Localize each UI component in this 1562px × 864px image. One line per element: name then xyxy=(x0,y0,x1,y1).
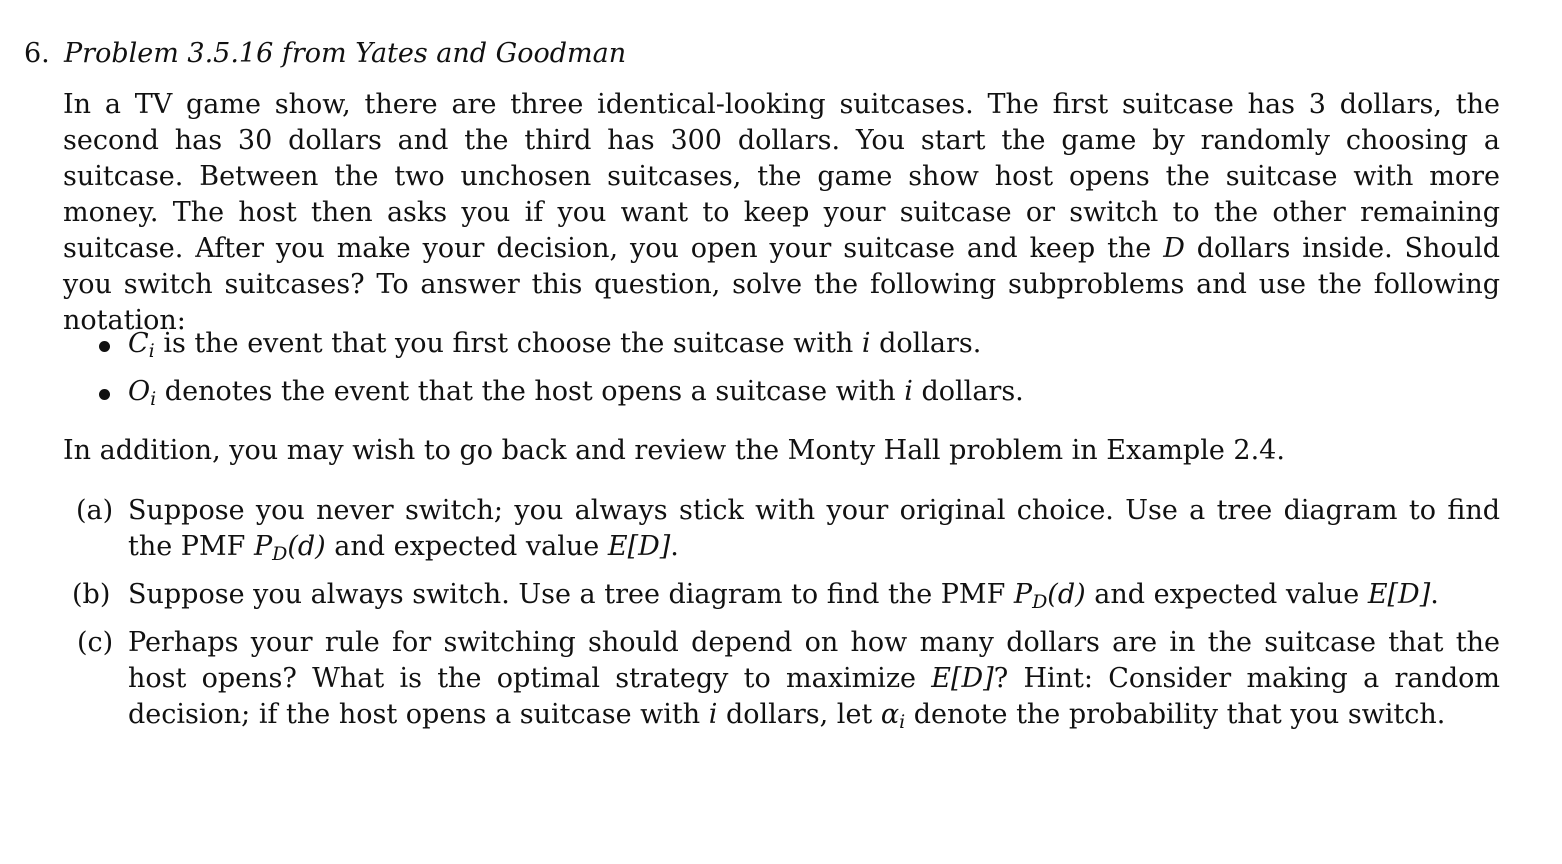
bullet-text: denotes the event that the host opens a suitcase with xyxy=(156,376,905,407)
subproblem-text xyxy=(128,493,1500,565)
var-d: D xyxy=(1163,233,1185,264)
bullet-text-end: dollars. xyxy=(912,376,1024,407)
expected-value: E[D] xyxy=(931,663,994,694)
var-i: i xyxy=(861,328,871,359)
pmf-subscript: D xyxy=(272,543,288,565)
symbol-c: C xyxy=(128,328,149,359)
subproblem-c-text-mid: ? Hint: Consider making a random decision; if the host opens a suitcase with xyxy=(128,663,1500,730)
alpha-symbol: α xyxy=(880,699,900,730)
bullet-icon xyxy=(99,341,110,352)
alpha-subscript: i xyxy=(899,711,906,733)
addition-paragraph: In addition, you may wish to go back and review the Monty Hall problem in Example 2.4. xyxy=(63,435,1285,466)
symbol-o-subscript: i xyxy=(150,388,157,410)
pmf-argument: (d) xyxy=(287,531,326,562)
subproblem-b-text-mid: and expected value xyxy=(1085,579,1368,610)
problem-number: 6. xyxy=(24,38,50,69)
pmf-subscript: D xyxy=(1032,591,1048,613)
expected-value: E[D] xyxy=(607,531,671,562)
subproblem-label: (c) xyxy=(77,627,114,658)
subproblem-c-text: Perhaps your rule for switching should depend on how many dollars are in the suitcase that the host opens? What is the optimal strategy to maximize xyxy=(128,627,1500,694)
subproblem-label: (b) xyxy=(72,579,111,610)
bullet-text: is the event that you first choose the suitcase with xyxy=(154,328,862,359)
subproblem-c-text-end: denote the probability that you switch. xyxy=(905,699,1446,730)
list-item xyxy=(95,326,1495,362)
subproblem-a-text-mid: and expected value xyxy=(325,531,608,562)
list-item xyxy=(95,374,1495,410)
bullet-text-end: dollars. xyxy=(870,328,982,359)
problem-title: Problem 3.5.16 from Yates and Goodman xyxy=(64,38,627,69)
notation-list xyxy=(95,326,1495,422)
subproblem-b-text: Suppose you always switch. Use a tree diagram to find the PMF xyxy=(128,579,1014,610)
bullet-icon xyxy=(99,389,110,400)
pmf-argument: (d) xyxy=(1047,579,1086,610)
intro-paragraph xyxy=(63,87,1500,339)
subproblem-a-text: Suppose you never switch; you always stick with your original choice. Use a tree diagram to find the PMF xyxy=(128,495,1500,562)
subproblem-text xyxy=(128,625,1500,733)
subproblem-label: (a) xyxy=(76,495,114,526)
intro-text: In a TV game show, there are three identical-looking suitcases. The first suitcase has 3 dollars, the second has 30 dollars and the third has 300 dollars. You start the game by randomly choosing a suitcase. Between the two unchosen suitcases, the game show host opens the suitcase with more money. The host then asks you if you want to keep your suitcase or switch to the other remaining suitcase. After you make your decision, you open your suitcase and keep the xyxy=(63,89,1500,264)
problem-heading xyxy=(24,36,1524,72)
subproblem-b-text-end: . xyxy=(1430,579,1439,610)
symbol-o: O xyxy=(128,376,151,407)
var-i: i xyxy=(708,699,718,730)
subproblem-c-text-mid2: dollars, let xyxy=(717,699,881,730)
pmf-symbol: P xyxy=(253,531,273,562)
subproblem-text xyxy=(128,577,1500,613)
expected-value: E[D] xyxy=(1367,579,1431,610)
var-i: i xyxy=(904,376,913,407)
intro-text-after: dollars inside. Should you switch suitcases? To answer this question, solve the following subproblems and use the following notation: xyxy=(63,233,1500,336)
pmf-symbol: P xyxy=(1013,579,1033,610)
symbol-c-subscript: i xyxy=(148,340,155,362)
subproblem-a-text-end: . xyxy=(670,531,679,562)
